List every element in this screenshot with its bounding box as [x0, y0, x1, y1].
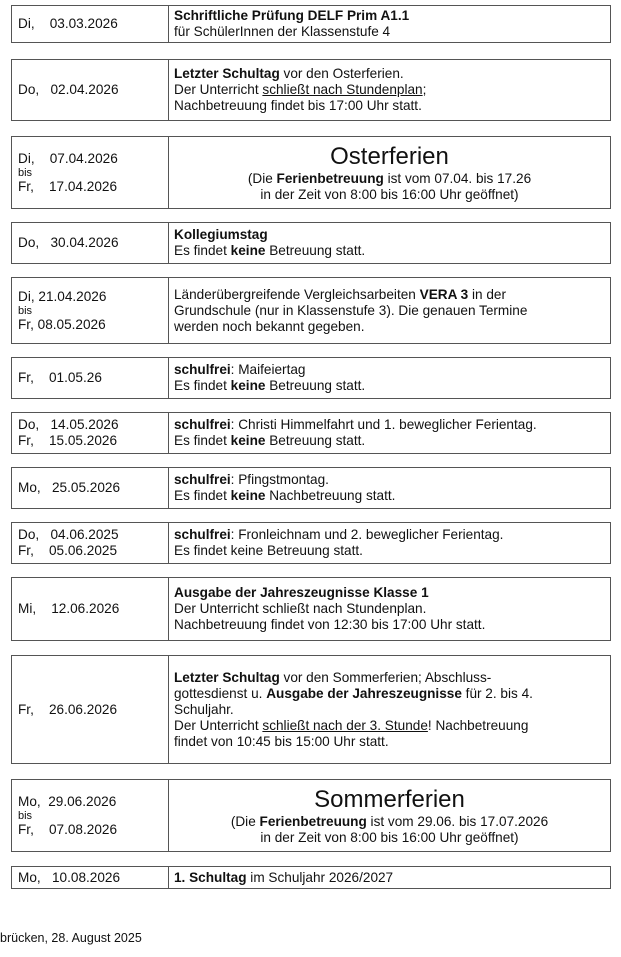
event-line: [174, 378, 605, 394]
event-text: Nachbetreuung findet von 12:30 bis 17:00 Uhr statt.: [174, 617, 486, 632]
event-text: Nachbetreuung statt.: [265, 488, 396, 503]
event-text-bold: keine: [230, 378, 266, 393]
date-cell: [12, 137, 169, 208]
date-line: Mi, 12.06.2026: [18, 601, 120, 616]
calendar-row: [11, 577, 611, 641]
date-line: Mo, 29.06.2026: [18, 793, 117, 809]
holiday-heading: Sommerferien: [314, 785, 465, 813]
event-text: ist vom 07.04. bis 17.26: [383, 170, 532, 186]
date-cell: [12, 468, 169, 508]
date-line: Fr, 17.04.2026: [18, 178, 117, 194]
event-cell: [169, 523, 610, 563]
event-line: [174, 472, 605, 488]
calendar-row: [11, 655, 611, 764]
event-line: [174, 433, 605, 449]
calendar-row: [11, 467, 611, 509]
event-text: : Fronleichnam und 2. beweglicher Ferientag.: [230, 527, 504, 542]
date-cell: [12, 6, 169, 42]
event-cell: [169, 578, 610, 640]
date-cell: [12, 413, 169, 453]
event-line: [174, 670, 605, 686]
event-line: [174, 585, 605, 601]
calendar-row: [11, 5, 611, 43]
date-line: Do, 04.06.2025: [18, 527, 119, 542]
event-text: Betreuung statt.: [265, 243, 366, 258]
event-cell: [169, 413, 610, 453]
event-cell: [169, 867, 610, 888]
event-line: [174, 8, 605, 24]
event-text: Der Unterricht: [174, 717, 263, 733]
event-line: [174, 24, 605, 40]
event-text-bold: keine: [230, 243, 266, 258]
date-cell: [12, 278, 169, 343]
event-cell: [169, 468, 610, 508]
event-line: [174, 617, 605, 633]
date-cell: [12, 223, 169, 263]
event-text-bold: Letzter Schultag: [174, 669, 280, 685]
date-cell: [12, 780, 169, 851]
event-text-bold: 1. Schultag: [174, 869, 247, 885]
date-cell: [12, 60, 169, 120]
date-line: Di, 07.04.2026: [18, 150, 118, 166]
event-cell: [169, 358, 610, 398]
event-line: [260, 187, 518, 203]
event-line: [174, 734, 605, 750]
event-text: (Die: [247, 170, 277, 186]
event-text: Schuljahr.: [174, 701, 234, 717]
event-line: [174, 527, 605, 543]
event-text: für SchülerInnen der Klassenstufe 4: [174, 24, 391, 39]
event-line: [174, 362, 605, 378]
date-cell: [12, 867, 169, 888]
event-text: Grundschule (nur in Klassenstufe 3). Die genauen Termine: [174, 302, 528, 318]
calendar-row: [11, 222, 611, 264]
date-line: Do, 02.04.2026: [18, 82, 119, 97]
event-text-bold: Ferienbetreuung: [259, 813, 367, 829]
calendar-row: [11, 357, 611, 399]
date-line: Do, 14.05.2026: [18, 417, 119, 432]
holiday-heading: Osterferien: [330, 142, 449, 170]
date-line: Mo, 10.08.2026: [18, 869, 121, 885]
event-text: Nachbetreuung findet bis 17:00 Uhr statt.: [174, 98, 422, 113]
event-text: ! Nachbetreuung: [427, 717, 529, 733]
event-text-bold: VERA 3: [419, 286, 469, 302]
event-text: in der Zeit von 8:00 bis 16:00 Uhr geöffnet): [260, 829, 519, 845]
event-line: [174, 488, 605, 504]
event-text: vor den Osterferien.: [279, 66, 404, 81]
event-text-bold: schulfrei: [174, 527, 231, 542]
event-text: : Christi Himmelfahrt und 1. beweglicher Ferientag.: [230, 417, 537, 432]
event-text-bold: Ausgabe der Jahreszeugnisse Klasse 1: [174, 585, 429, 600]
event-text: Es findet: [174, 243, 231, 258]
event-text-bold: schulfrei: [174, 472, 231, 487]
date-line: Di, 21.04.2026: [18, 288, 107, 304]
date-line: Di, 03.03.2026: [18, 16, 118, 31]
date-line: Fr, 26.06.2026: [18, 701, 117, 717]
calendar-row: [11, 779, 611, 852]
event-cell: [169, 60, 610, 120]
date-range-separator: bis: [18, 809, 33, 822]
event-text: : Maifeiertag: [230, 362, 306, 377]
event-text: gottesdienst u.: [174, 685, 267, 701]
event-text: findet von 10:45 bis 15:00 Uhr statt.: [174, 733, 389, 749]
event-cell: [169, 223, 610, 263]
event-text: im Schuljahr 2026/2027: [246, 869, 394, 885]
event-cell: [169, 780, 610, 851]
event-line: [260, 830, 518, 846]
event-text-underlined: schließt nach der 3. Stunde: [262, 717, 428, 733]
date-line: Mo, 25.05.2026: [18, 480, 121, 495]
event-line: [174, 303, 605, 319]
event-line: [174, 66, 605, 82]
event-text-bold: keine: [230, 433, 266, 448]
date-line: Fr, 07.08.2026: [18, 821, 117, 837]
event-text: Es findet: [174, 378, 231, 393]
date-line: Fr, 05.06.2025: [18, 543, 117, 558]
event-line: [174, 543, 605, 559]
calendar-row: [11, 522, 611, 564]
event-text: Der Unterricht: [174, 82, 263, 97]
event-line: [174, 601, 605, 617]
date-range-separator: bis: [18, 166, 33, 179]
event-line: [174, 287, 605, 303]
date-line: Fr, 08.05.2026: [18, 316, 106, 332]
event-text-bold: schulfrei: [174, 417, 231, 432]
date-cell: [12, 523, 169, 563]
event-text: vor den Sommerferien; Abschluss-: [279, 669, 492, 685]
date-line: Fr, 01.05.26: [18, 370, 102, 385]
event-line: [174, 870, 605, 886]
event-line: [174, 243, 605, 259]
event-text: in der Zeit von 8:00 bis 16:00 Uhr geöffnet): [260, 186, 519, 202]
event-text: Es findet: [174, 433, 231, 448]
event-text: ist vom 29.06. bis 17.07.2026: [366, 813, 549, 829]
calendar-row: [11, 412, 611, 454]
event-line: [248, 171, 531, 187]
event-line: [174, 702, 605, 718]
event-text: in der: [468, 286, 507, 302]
event-text-bold: schulfrei: [174, 362, 231, 377]
calendar-row: [11, 59, 611, 121]
event-text-bold: Letzter Schultag: [174, 66, 280, 81]
event-line: [174, 319, 605, 335]
event-text: für 2. bis 4.: [461, 685, 533, 701]
event-line: [174, 82, 605, 98]
event-text: : Pfingstmontag.: [230, 472, 329, 487]
event-text: ;: [422, 82, 427, 97]
event-text: Es findet keine Betreuung statt.: [174, 543, 363, 558]
date-range-separator: bis: [18, 304, 33, 317]
event-text: Länderübergreifende Vergleichsarbeiten: [174, 286, 420, 302]
event-cell: [169, 278, 610, 343]
event-line: [174, 686, 605, 702]
footer-place-date: brücken, 28. August 2025: [0, 931, 142, 945]
event-text: werden noch bekannt gegeben.: [174, 318, 365, 334]
event-cell: [169, 6, 610, 42]
event-line: [174, 98, 605, 114]
event-line: [174, 417, 605, 433]
calendar-row: [11, 866, 611, 889]
event-line: [174, 718, 605, 734]
event-text-bold: Kollegiumstag: [174, 227, 268, 242]
event-text-underlined: schließt nach Stundenplan: [262, 82, 423, 97]
event-line: [231, 814, 548, 830]
event-text-bold: Ausgabe der Jahreszeugnisse: [266, 685, 462, 701]
date-cell: [12, 656, 169, 763]
event-cell: [169, 656, 610, 763]
date-line: Do, 30.04.2026: [18, 235, 119, 250]
event-text: Der Unterricht schließt nach Stundenplan.: [174, 601, 427, 616]
event-text-bold: Ferienbetreuung: [276, 170, 384, 186]
event-line: [174, 227, 605, 243]
date-line: Fr, 15.05.2026: [18, 433, 117, 448]
event-text: Betreuung statt.: [265, 378, 366, 393]
event-text: (Die: [230, 813, 260, 829]
calendar-row: [11, 277, 611, 344]
event-text: Betreuung statt.: [265, 433, 366, 448]
calendar-row: [11, 136, 611, 209]
date-cell: [12, 358, 169, 398]
event-cell: [169, 137, 610, 208]
event-text-bold: keine: [230, 488, 266, 503]
event-text-bold: Schriftliche Prüfung DELF Prim A1.1: [174, 8, 410, 23]
event-text: Es findet: [174, 488, 231, 503]
date-cell: [12, 578, 169, 640]
